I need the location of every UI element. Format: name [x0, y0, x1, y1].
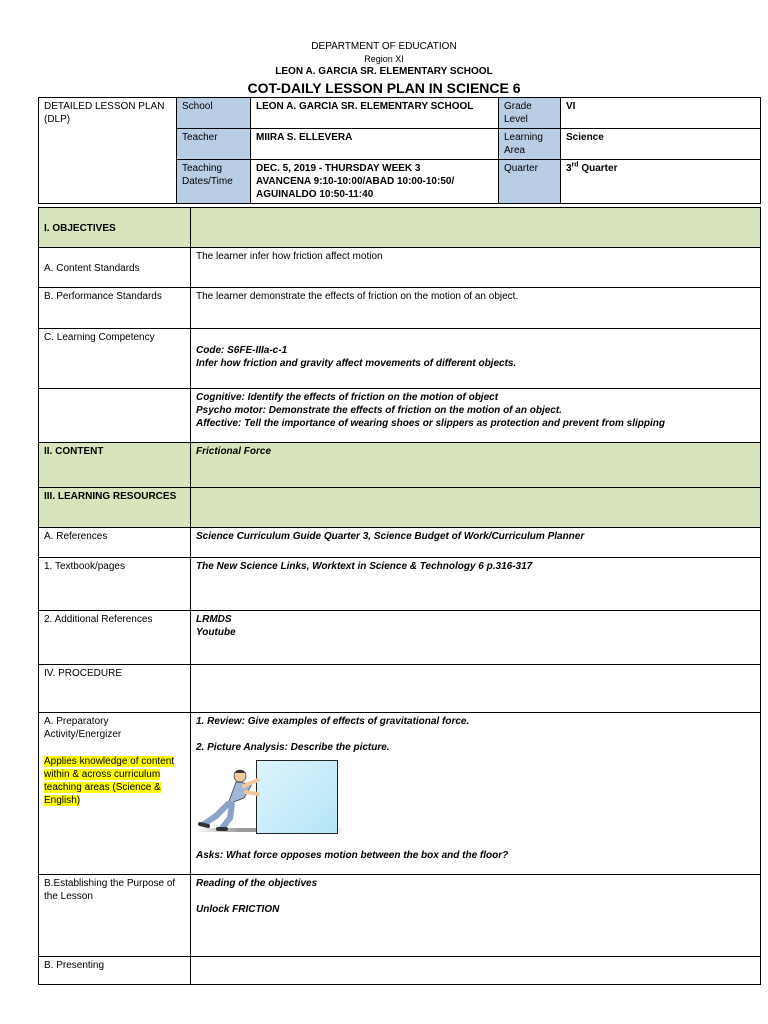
quarter-label: Quarter [499, 160, 561, 204]
domains-value [191, 389, 761, 443]
school-label: School [177, 98, 251, 129]
learning-resources-label: III. LEARNING RESOURCES [39, 488, 191, 528]
school-value: LEON A. GARCIA SR. ELEMENTARY SCHOOL [251, 98, 499, 129]
domains-label [39, 389, 191, 443]
performance-standards-label: B. Performance Standards [39, 288, 191, 329]
learning-resources-value [191, 488, 761, 528]
dates-label: Teaching Dates/Time [177, 160, 251, 204]
picture-analysis-item: 2. Picture Analysis: Describe the picture. [196, 742, 390, 753]
content-standards-value: The learner infer how friction affect motion [191, 248, 761, 288]
objectives-label: I. OBJECTIVES [39, 208, 191, 248]
purpose-item-2: Unlock FRICTION [196, 904, 280, 915]
quarter-word: Quarter [578, 163, 618, 174]
learning-competency-label: C. Learning Competency [39, 329, 191, 389]
psychomotor-objective: Psycho motor: Demonstrate the effects of friction on the motion of an object. [196, 405, 562, 416]
content-value: Frictional Force [191, 443, 761, 488]
area-label: Learning Area [499, 129, 561, 160]
cognitive-objective: Cognitive: Identify the effects of friction on the motion of object [196, 392, 499, 403]
dates-line-3: AGUINALDO 10:50-11:40 [256, 189, 374, 200]
procedure-value [191, 665, 761, 713]
dlp-label: DETAILED LESSON PLAN (DLP) [39, 98, 177, 204]
asks-question: Asks: What force opposes motion between the box and the floor? [196, 850, 509, 861]
dates-line-1: DEC. 5, 2019 - THURSDAY WEEK 3 [256, 163, 421, 174]
man-pushing-picture [196, 764, 262, 832]
purpose-label: B.Establishing the Purpose of the Lesson [39, 875, 191, 957]
procedure-label: IV. PROCEDURE [39, 665, 191, 713]
preparatory-activity-label [39, 713, 191, 875]
region-heading: Region XI [364, 54, 404, 64]
references-value: Science Curriculum Guide Quarter 3, Science Budget of Work/Curriculum Planner [191, 528, 761, 558]
department-heading: DEPARTMENT OF EDUCATION [311, 41, 457, 52]
lesson-plan-table [38, 207, 761, 985]
purpose-item-1: Reading of the objectives [196, 878, 318, 889]
references-label: A. References [39, 528, 191, 558]
textbook-value: The New Science Links, Worktext in Science & Technology 6 p.316-317 [191, 558, 761, 611]
competency-code: Code: S6FE-IIIa-c-1 [196, 345, 288, 356]
content-label: II. CONTENT [39, 443, 191, 488]
additional-reference-2: Youtube [196, 627, 236, 638]
performance-standards-value: The learner demonstrate the effects of friction on the motion of an object. [191, 288, 761, 329]
additional-reference-1: LRMDS [196, 614, 232, 625]
integration-note: Applies knowledge of content within & across curriculum teaching areas (Science & English) [44, 756, 175, 806]
review-item: 1. Review: Give examples of effects of gravitational force. [196, 716, 470, 727]
presenting-label: B. Presenting [39, 957, 191, 985]
teacher-label: Teacher [177, 129, 251, 160]
school-heading: LEON A. GARCIA SR. ELEMENTARY SCHOOL [275, 66, 493, 77]
additional-references-value [191, 611, 761, 665]
textbook-label: 1. Textbook/pages [39, 558, 191, 611]
dates-value [251, 160, 499, 204]
objectives-value [191, 208, 761, 248]
content-standards-label: A. Content Standards [39, 248, 191, 288]
learning-competency-value [191, 329, 761, 389]
competency-text: Infer how friction and gravity affect movements of different objects. [196, 358, 517, 369]
document-title: COT-DAILY LESSON PLAN IN SCIENCE 6 [247, 80, 521, 96]
area-value: Science [561, 129, 761, 160]
quarter-suffix: rd [571, 161, 579, 169]
purpose-value [191, 875, 761, 957]
quarter-value [561, 160, 761, 204]
man-pushing-box-picture [196, 760, 346, 832]
additional-references-label: 2. Additional References [39, 611, 191, 665]
preparatory-activity-title: A. Preparatory Activity/Energizer [44, 716, 122, 740]
presenting-value [191, 957, 761, 985]
grade-value: VI [561, 98, 761, 129]
grade-label: Grade Level [499, 98, 561, 129]
quarter-number: 3 [566, 163, 572, 174]
dates-line-2: AVANCENA 9:10-10:00/ABAD 10:00-10:50/ [256, 176, 455, 187]
box-picture [256, 760, 338, 834]
lesson-info-table [38, 97, 761, 204]
teacher-value: MIIRA S. ELLEVERA [251, 129, 499, 160]
affective-objective: Affective: Tell the importance of wearing shoes or slippers as protection and prevent from slipping [196, 418, 665, 429]
preparatory-activity-value [191, 713, 761, 875]
